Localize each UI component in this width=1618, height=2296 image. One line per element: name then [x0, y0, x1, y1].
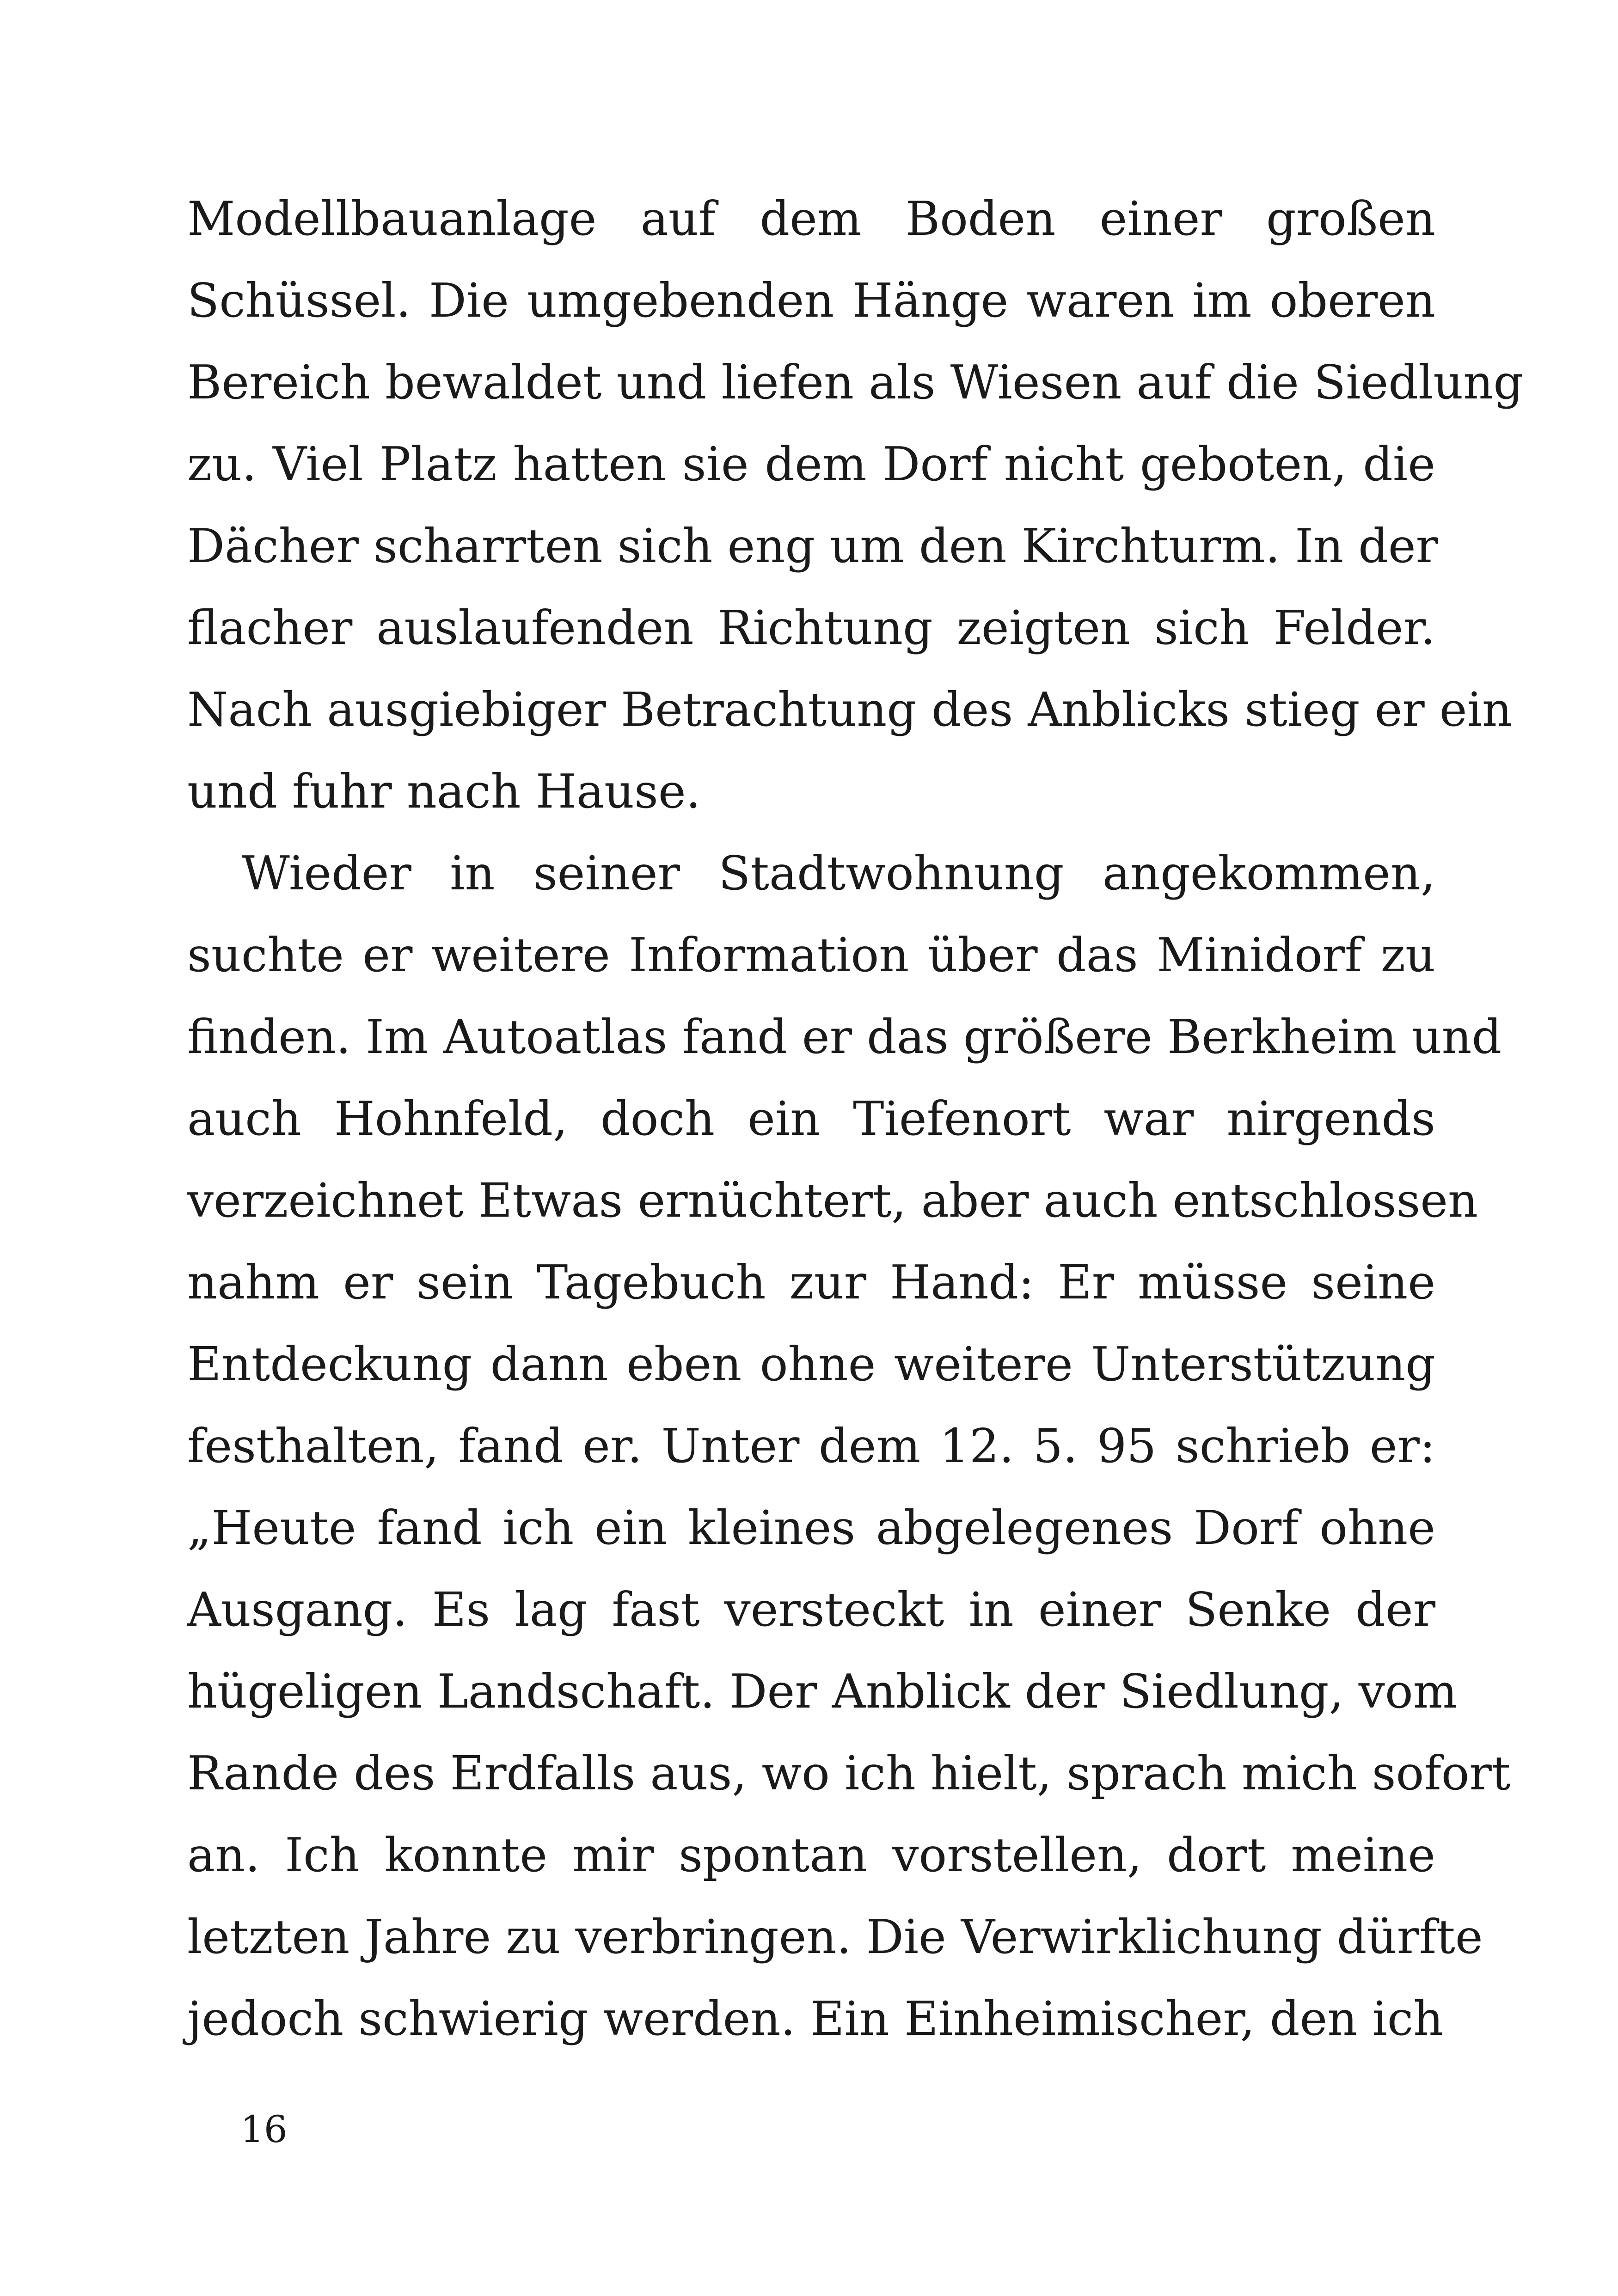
text-line: Bereich bewaldet und liefen als Wiesen auf die Siedlung — [187, 355, 1523, 410]
text-line: und fuhr nach Hause. — [187, 764, 701, 819]
text-line: auch Hohnfeld, doch ein Tiefenort war nirgends — [187, 1091, 1435, 1146]
text-line: hügeligen Landschaft. Der Anblick der Siedlung, vom — [187, 1664, 1458, 1719]
text-line: Dächer scharrten sich eng um den Kirchturm. In der — [187, 519, 1438, 573]
text-line: Wieder in seiner Stadtwohnung angekommen, — [242, 846, 1435, 900]
text-line: festhalten, fand er. Unter dem 12. 5. 95 schrieb er: — [187, 1419, 1435, 1473]
text-line: zu. Viel Platz hatten sie dem Dorf nicht geboten, die — [187, 437, 1435, 491]
text-line: Entdeckung dann eben ohne weitere Unterstützung — [187, 1337, 1435, 1391]
text-line: letzten Jahre zu verbringen. Die Verwirklichung dürfte — [187, 1910, 1483, 1964]
text-line: finden. Im Autoatlas fand er das größere Berkheim und — [187, 1010, 1502, 1064]
text-line: suchte er weitere Information über das Minidorf zu — [187, 928, 1435, 982]
text-line: Modellbauanlage auf dem Boden einer großen — [187, 191, 1435, 246]
page-number: 16 — [240, 2108, 288, 2151]
body-text — [187, 178, 1523, 2060]
text-line: an. Ich konnte mir spontan vorstellen, dort meine — [187, 1828, 1435, 1882]
text-line: Rande des Erdfalls aus, wo ich hielt, sprach mich sofort — [187, 1746, 1511, 1800]
text-line: flacher auslaufenden Richtung zeigten sich Felder. — [187, 600, 1435, 655]
text-line: „Heute fand ich ein kleines abgelegenes Dorf ohne — [187, 1500, 1435, 1555]
text-line: Nach ausgiebiger Betrachtung des Anblicks stieg er ein — [187, 682, 1512, 737]
text-line: Schüssel. Die umgebenden Hänge waren im oberen — [187, 273, 1435, 328]
text-line: nahm er sein Tagebuch zur Hand: Er müsse seine — [187, 1255, 1435, 1310]
text-line: jedoch schwierig werden. Ein Einheimischer, den ich — [187, 1991, 1444, 2046]
text-line: verzeichnet Etwas ernüchtert, aber auch entschlossen — [187, 1173, 1478, 1228]
text-line: Ausgang. Es lag fast versteckt in einer Senke der — [187, 1582, 1435, 1637]
